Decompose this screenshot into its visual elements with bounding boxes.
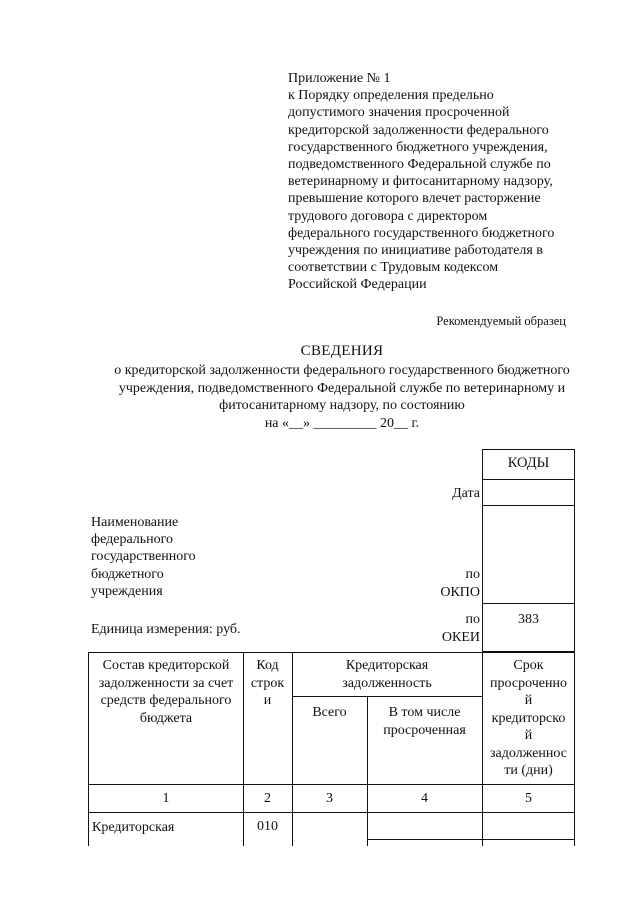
col-number-5: 5 xyxy=(525,791,532,806)
okpo-by: по xyxy=(465,567,480,582)
header-line: и xyxy=(263,693,272,708)
header-line: Кредиторская xyxy=(345,658,429,673)
okei-code-value: 383 xyxy=(518,612,539,627)
col-overdue-header xyxy=(367,704,482,739)
header-line: бюджета xyxy=(139,710,193,726)
org-name-line: Наименование xyxy=(91,515,179,530)
header-line: кредиторско xyxy=(491,710,566,726)
org-name-line: бюджетного xyxy=(91,566,164,582)
col-overdue-term-header xyxy=(482,657,575,780)
header-line: В том числе xyxy=(388,705,461,720)
date-label: Дата xyxy=(452,486,480,501)
col-composition-header xyxy=(88,657,244,727)
row-label-payables: Кредиторская xyxy=(92,820,175,835)
appendix-line: федерального государственного бюджетного xyxy=(288,225,555,241)
col-total-header: Всего xyxy=(312,705,347,720)
appendix-line: Приложение № 1 xyxy=(288,71,391,86)
header-line: задолженнос xyxy=(490,745,567,761)
appendix-line: соответствии с Трудовым кодексом xyxy=(288,260,499,276)
appendix-line: подведомственного Федеральной службе по xyxy=(288,157,551,173)
col-number-4: 4 xyxy=(421,791,428,806)
col-line-code-header xyxy=(243,657,292,710)
okei-label xyxy=(380,611,480,646)
header-line: Срок xyxy=(513,658,544,673)
appendix-line: допустимого значения просроченной xyxy=(288,105,510,121)
document-title: СВЕДЕНИЯ xyxy=(300,343,384,359)
header-line: Состав кредиторской xyxy=(102,658,230,673)
header-line: строк xyxy=(250,675,285,691)
appendix-line: к Порядку определения предельно xyxy=(288,88,494,104)
col-number-3: 3 xyxy=(326,791,333,806)
appendix-line: государственного бюджетного учреждения, xyxy=(288,139,548,155)
org-name-line: учреждения xyxy=(91,583,163,599)
header-line: ти (дни) xyxy=(504,763,553,778)
okpo-label xyxy=(380,566,480,601)
appendix-line: Российской Федерации xyxy=(288,277,427,293)
header-line: й xyxy=(524,728,533,743)
subtitle-line: на «__» _________ 20__ г. xyxy=(264,415,420,431)
header-line: задолженности за счет xyxy=(98,675,234,691)
header-line: Код xyxy=(256,658,279,673)
header-line: просроченная xyxy=(383,722,466,738)
okei-by: по xyxy=(465,612,480,627)
subtitle-line: о кредиторской задолженности федерального государственного бюджетного xyxy=(114,363,570,378)
col-payables-header xyxy=(292,657,482,692)
appendix-line: кредиторской задолженности федерального xyxy=(288,122,549,138)
unit-label: Единица измерения: руб. xyxy=(91,622,241,637)
org-name-label xyxy=(91,514,196,600)
header-line: задолженность xyxy=(342,675,432,691)
document-subtitle xyxy=(100,362,584,432)
appendix-block xyxy=(288,70,588,294)
okpo-code-label: ОКПО xyxy=(440,584,480,600)
header-line: просроченно xyxy=(490,675,567,691)
recommended-sample-label: Рекомендуемый образец xyxy=(436,314,566,328)
appendix-line: ветеринарному и фитосанитарному надзору, xyxy=(288,174,553,190)
appendix-line: трудового договора с директором xyxy=(288,208,488,224)
appendix-line: учреждения по инициативе работодателя в xyxy=(288,243,543,259)
org-name-line: федерального xyxy=(91,532,174,548)
org-name-line: государственного xyxy=(91,549,196,565)
okei-code-label: ОКЕИ xyxy=(441,629,480,645)
col-number-2: 2 xyxy=(264,791,271,806)
header-line: й xyxy=(524,693,533,708)
appendix-line: превышение которого влечет расторжение xyxy=(288,191,541,207)
subtitle-line: фитосанитарному надзору, по состоянию xyxy=(219,398,465,413)
col-number-1: 1 xyxy=(162,791,170,806)
header-line: средств федерального xyxy=(100,693,232,708)
codes-header: КОДЫ xyxy=(507,455,550,471)
subtitle-line: учреждения, подведомственного Федеральной службе по ветеринарному и xyxy=(118,380,566,396)
row-code-010: 010 xyxy=(257,819,278,834)
